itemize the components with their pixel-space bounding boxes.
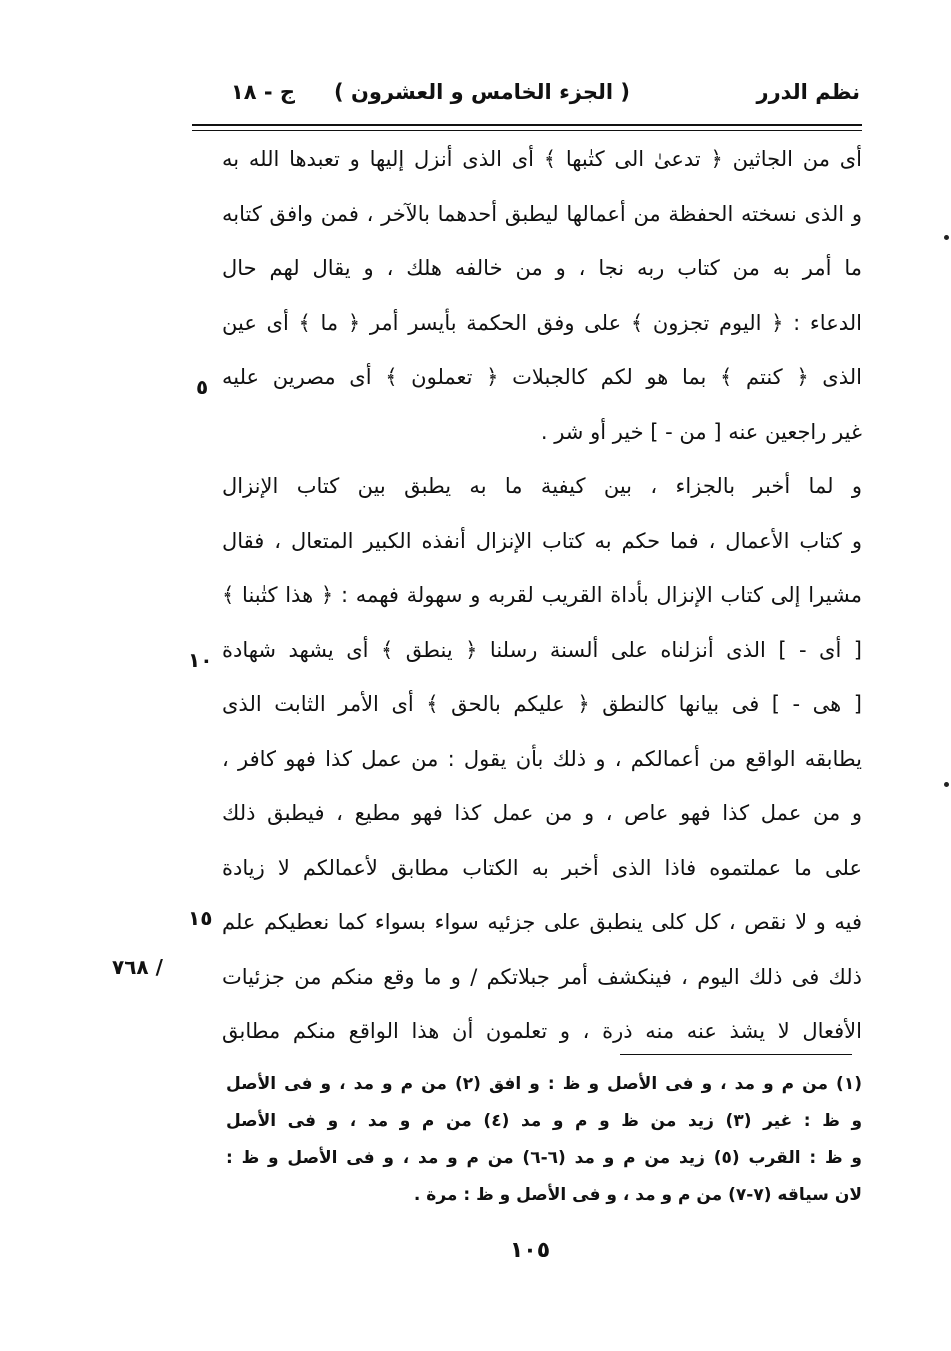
footnote-line: و ظ : غير (٣) زيد من ظ و م و مد (٤) من م و مد ، و فى الأصل [226,1111,863,1131]
text-line: و من عمل كذا فهو عاص ، و من عمل كذا فهو مطيع ، فيطبق ذلك [222,801,862,825]
manuscript-folio-ref: / ٧٦٨ [112,955,163,979]
text-line: الذى ﴿ كنتم ﴾ بما هو لكم كالجبلات ﴿ تعملون ﴾ أى مصرين عليه [222,365,862,389]
text-line: فيه و لا نقص ، كل كلى ينطبق على جزئيه سواء بسواء كما نعطيكم علم [222,910,862,934]
line-number-15: ١٥ [188,906,213,930]
part-title: ( الجزء الخامس و العشرون ) [334,80,630,104]
line-number-10: ١٠ [188,648,213,672]
margin-mark [944,235,949,240]
text-line: الأفعال لا يشذ عنه منه ذرة ، و تعلمون أن هذا الواقع منكم مطابق [222,1019,862,1043]
footnote-rule [620,1054,852,1055]
book-title: نظم الدرر [756,80,860,104]
text-line: ما أمر به من كتاب ربه نجا ، و من خالفه هلك ، و يقال لهم حال [222,256,862,280]
header-rule [192,124,862,126]
text-line: [ أى - ] الذى أنزلناه على ألسنة رسلنا ﴿ ينطق ﴾ أى يشهد شهادة [222,637,862,662]
text-line: على ما عملتموه فاذا الذى أخبر به الكتاب مطابق لأعمالكم لا زيادة [222,855,862,880]
text-line: ذلك فى ذلك اليوم ، فينكشف أمر جبلاتكم / و ما وقع منكم من جزئيات [222,964,862,989]
text-line: أى من الجاثين ﴿ تدعىٰ الى كتٰبها ﴾ أى الذى أنزل إليها و تعبدها الله به [222,147,862,171]
main-text [222,132,862,1059]
text-line: و لما أخبر بالجزاء ، بين كيفية ما به يطبق بين كتاب الإنزال [222,474,862,498]
text-line: غير راجعين عنه [ من - ] خير أو شر . [540,419,862,444]
text-line: و كتاب الأعمال ، فما حكم به كتاب الإنزال أنفذه الكبير المتعال ، فقال [222,528,862,553]
text-line: الدعاء : ﴿ اليوم تجزون ﴾ على وفق الحكمة بأيسر أمر ﴿ ما ﴾ أى عين [222,310,862,335]
footnote-line: (١) من م و مد ، و فى الأصل و ظ : و افق (٢) من م و مد ، و فى الأصل [226,1074,862,1094]
header-rule-thin [192,130,862,131]
margin-mark [944,782,949,787]
volume-label: ج - ١٨ [230,80,295,104]
footnote-line: و ظ : القرب (٥) زيد من م و مد (٦-٦) من م و مد ، و فى الأصل و ظ : [226,1148,862,1168]
text-line: مشيرا إلى كتاب الإنزال بأداة القريب لقربه و سهولة فهمه : ﴿ هذا كتٰبنا ﴾ [222,583,862,607]
page-number: ١٠٥ [509,1238,551,1263]
text-line: [ هى - ] فى بيانها كالنطق ﴿ عليكم بالحق ﴾ أى الأمر الثابت الذى [222,692,862,716]
running-head [196,74,860,120]
footnote-line: لان سياقه (٧-٧) من م و مد ، و فى الأصل و ظ : مرة . [413,1185,862,1205]
footnotes [226,1066,862,1214]
line-number-5: ٥ [196,375,209,399]
text-line: يطابقه الواقع من أعمالكم ، و ذلك بأن يقول : من عمل كذا فهو كافر ، [222,746,862,771]
text-line: و الذى نسخته الحفظة من أعمالها ليطبق أحدهما بالآخر ، فمن وافق كتابه [222,201,862,226]
